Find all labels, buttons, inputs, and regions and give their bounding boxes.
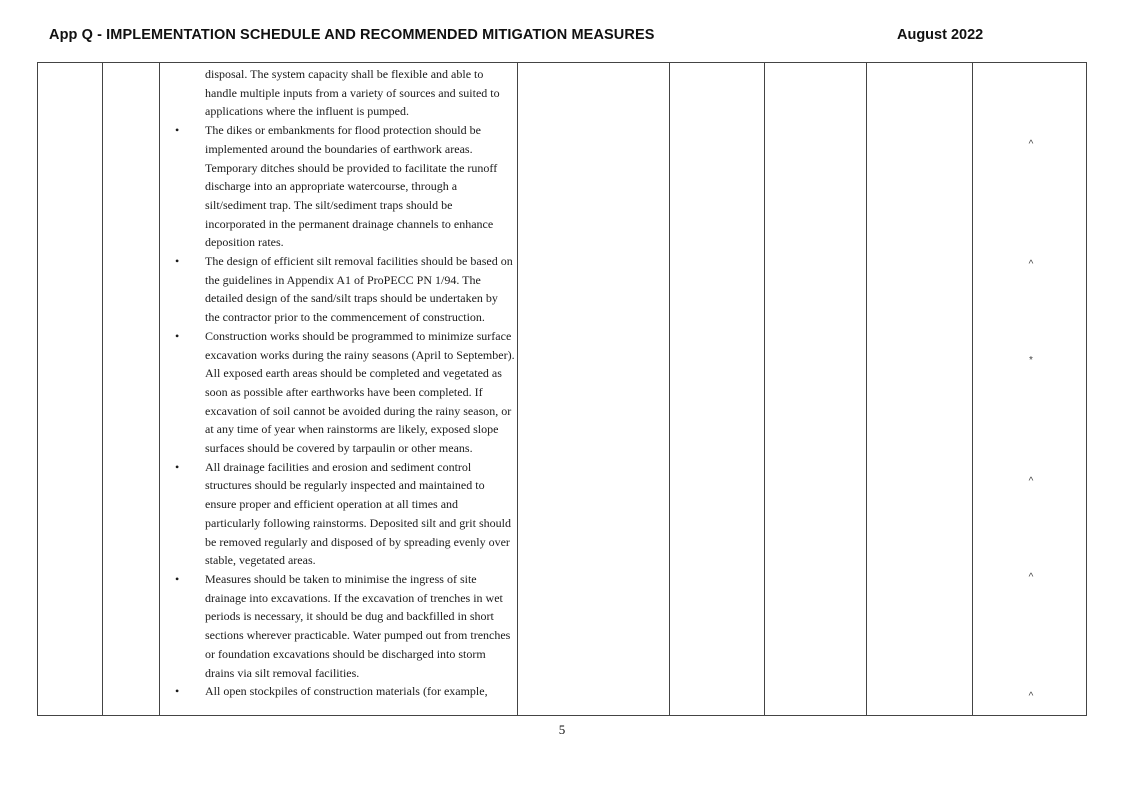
measure-item bbox=[160, 682, 515, 701]
measure-text: disposal. The system capacity shall be flexible and able to handle multiple inputs from a variety of sources and suited to applications where the influent is pumped. bbox=[205, 67, 500, 119]
measure-item bbox=[160, 121, 515, 252]
bullet-icon: • bbox=[175, 459, 180, 474]
bullet-icon: • bbox=[175, 123, 180, 138]
measure-text: Construction works should be programmed to minimize surface excavation works during the rainy seasons (April to September). All exposed earth areas should be completed and vegetated as soon as possible after earthworks have been completed. If excavation of soil cannot be avoided during the rainy season, or at any time of year when rainstorms are likely, exposed slope surfaces should be covered by tarpaulin or other means. bbox=[205, 328, 515, 456]
measure-item bbox=[160, 570, 515, 682]
column-divider bbox=[517, 63, 518, 715]
document-date: August 2022 bbox=[897, 27, 984, 43]
caret-marker-icon: ^ bbox=[1028, 476, 1034, 487]
caret-marker-icon: ^ bbox=[1028, 139, 1034, 150]
caret-marker-icon: ^ bbox=[1028, 259, 1034, 270]
bullet-icon: • bbox=[175, 571, 180, 586]
measure-item bbox=[160, 458, 515, 570]
measure-text: The design of efficient silt removal facilities should be based on the guidelines in Appendix A1 of ProPECC PN 1/94. The detailed design of the sand/silt traps should be undertaken by the contractor prior to the commencement of construction. bbox=[205, 254, 513, 325]
measure-text: The dikes or embankments for flood protection should be implemented around the boundaries of earthwork areas. Temporary ditches should be provided to facilitate the runoff discharge into an appropriate watercourse, through a silt/sediment trap. The silt/sediment traps should be incorporated in the permanent drainage channels to enhance deposition rates. bbox=[205, 123, 498, 250]
mitigation-measures-table bbox=[37, 62, 1087, 716]
measures-cell bbox=[160, 65, 515, 701]
page-title: App Q - IMPLEMENTATION SCHEDULE AND RECOMMENDED MITIGATION MEASURES bbox=[49, 27, 655, 43]
measure-text: All open stockpiles of construction materials (for example, bbox=[205, 684, 488, 699]
asterisk-marker-icon: * bbox=[1029, 355, 1033, 366]
measure-text: All drainage facilities and erosion and sediment control structures should be regularly inspected and maintained to ensure proper and efficient operation at all times and particularly following rainstorms. Deposited silt and grit should be removed regularly and disposed of by spreading evenly over stable, vegetated areas. bbox=[205, 459, 511, 568]
bullet-icon: • bbox=[175, 328, 180, 343]
measure-item bbox=[160, 65, 515, 121]
measure-item bbox=[160, 327, 515, 458]
column-divider bbox=[669, 63, 670, 715]
column-divider bbox=[866, 63, 867, 715]
measure-text: Measures should be taken to minimise the ingress of site drainage into excavations. If the excavation of trenches in wet periods is necessary, it should be dug and backfilled in short sections wherever practicable. Water pumped out from trenches or foundation excavations should be discharged into storm drains via silt removal facilities. bbox=[205, 571, 511, 680]
caret-marker-icon: ^ bbox=[1028, 572, 1034, 583]
page-number: 5 bbox=[558, 722, 566, 737]
bullet-icon: • bbox=[175, 254, 180, 269]
column-divider bbox=[102, 63, 103, 715]
caret-marker-icon: ^ bbox=[1028, 691, 1034, 702]
column-divider bbox=[972, 63, 973, 715]
measure-item bbox=[160, 252, 515, 327]
column-divider bbox=[764, 63, 765, 715]
bullet-icon: • bbox=[175, 684, 180, 699]
